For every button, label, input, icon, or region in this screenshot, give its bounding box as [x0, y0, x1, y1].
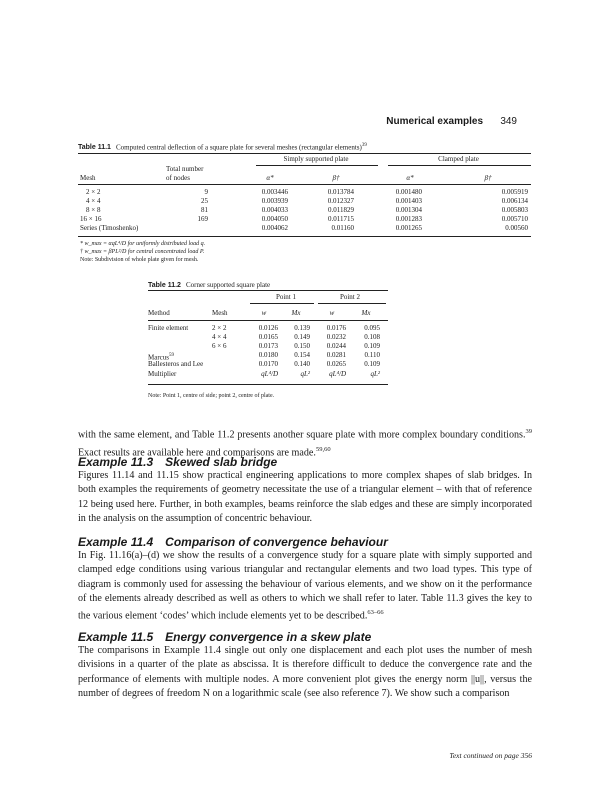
table2-cell-mx1: qL² — [300, 370, 310, 378]
table2-cell-w2: 0.0281 — [326, 351, 346, 359]
table2-cell-w2: 0.0232 — [326, 333, 346, 341]
table1-head-rule — [78, 184, 531, 185]
table2-cell-mesh: 6 × 6 — [212, 342, 227, 350]
page-number: 349 — [500, 116, 517, 127]
running-title: Numerical examples — [386, 116, 483, 127]
table1-cell-beta-ss: 0.012327 — [327, 197, 354, 205]
table1-cell-alpha-ss: 0.003939 — [261, 197, 288, 205]
table1-top-rule — [78, 153, 531, 154]
example-11-5-text: The comparisons in Example 11.4 single out only one displacement and each plot uses the number of mesh divisions in a quarter of the plate as abscissa. It is therefore difficult to deduce the convergence rate and the performance of elements with multiple nodes. A more convenient plot gives the energy norm ||u||, versus the number of degrees of freedom N on a logarithmic scale (see also reference 7). We show such a comparison — [78, 645, 532, 699]
table2-caption-text: Corner supported square plate — [185, 281, 271, 289]
table1-note-1: * w_max = αqL⁴/D for uniformly distributed load q. — [80, 241, 206, 247]
table1-cell-nodes: 25 — [201, 197, 208, 205]
table1-group-simply: Simply supported plate — [283, 155, 349, 163]
example-11-4-body: In Fig. 11.16(a)–(d) we show the results of a convergence study for a square plate with simply supported and clamped edge conditions using various triangular and rectangular elements and two load types. This type of diagram is commonly used for assessing the behaviour of various elements, and we show on it the performance of the elements already described as well as others to which we shall refer to later. Table 11.3 gives the key to the various element ‘codes’ which include elements yet to be described. — [78, 550, 532, 622]
table1-col-beta-2: β† — [484, 174, 492, 182]
table1-cell-nodes: 9 — [204, 188, 208, 196]
table1-cell-beta-ss: 0.011829 — [328, 206, 354, 214]
example-11-4-title: Comparison of convergence behaviour — [165, 535, 388, 549]
table2-cell-method: Multiplier — [148, 370, 177, 378]
table2-col-w2: w — [329, 309, 335, 317]
example-11-3-title: Skewed slab bridge — [165, 455, 278, 469]
table2-cell-w1: qL⁴/D — [261, 370, 278, 378]
table2-head-rule — [148, 320, 388, 321]
example-11-5-number: Example 11.5 — [78, 630, 154, 644]
table1-col-beta-1: β† — [332, 174, 340, 182]
table1-cell-alpha-ss: 0.004062 — [261, 224, 288, 232]
example-11-4-ref: 63–66 — [367, 609, 384, 617]
example-11-5-title: Energy convergence in a skew plate — [165, 630, 372, 644]
table1-cell-mesh: 8 × 8 — [86, 206, 101, 214]
table1-group-rule-clamped — [388, 165, 531, 166]
table1-cell-beta-ss: 0.01160 — [331, 224, 354, 232]
continued-note: Text continued on page 356 — [449, 751, 532, 760]
intro-ref-2: 59,60 — [315, 445, 331, 453]
table2-cell-w2: 0.0265 — [326, 360, 346, 368]
table2-cell-mx1: 0.150 — [294, 342, 310, 350]
table2-cell-w2: qL⁴/D — [329, 370, 346, 378]
table2-note: Note: Point 1, centre of side; point 2, centre of plate. — [148, 393, 275, 399]
table1-cell-beta-cl: 0.00560 — [505, 224, 528, 232]
example-11-4-number: Example 11.4 — [78, 535, 154, 549]
table1-cell-beta-ss: 0.011715 — [328, 215, 354, 223]
table2-label: Table 11.2 — [148, 282, 181, 289]
table2-col-mx2: Mx — [361, 309, 371, 317]
table1-cell-nodes: 169 — [197, 215, 208, 223]
table2-top-rule — [148, 290, 388, 291]
table2-cell-mx2: 0.095 — [364, 324, 380, 332]
table2-cell-mx1: 0.140 — [294, 360, 310, 368]
table1-note-2: † w_max = βPL²/D for central concentrated load P. — [80, 249, 205, 255]
table1-col-nodes-1: Total number — [166, 165, 204, 173]
table2-group-rule-p2 — [318, 303, 386, 304]
table1-col-alpha-2: α* — [406, 174, 414, 182]
table1-cell-mesh: 4 × 4 — [86, 197, 101, 205]
table2-cell-w1: 0.0126 — [258, 324, 278, 332]
table1-cell-beta-cl: 0.005919 — [501, 188, 528, 196]
table1-cell-alpha-ss: 0.003446 — [261, 188, 288, 196]
example-11-3-heading — [78, 455, 277, 469]
table1-caption-ref: 39 — [361, 143, 367, 148]
table1-cell-nodes: 81 — [201, 206, 208, 214]
table2-cell-w2: 0.0244 — [326, 342, 346, 350]
table2-cell-mx2: 0.108 — [364, 333, 380, 341]
table2-method-ref: 59 — [169, 353, 174, 358]
table1-col-nodes-2: of nodes — [166, 174, 190, 182]
table2-col-method: Method — [148, 309, 170, 317]
table1-cell-mesh: 16 × 16 — [80, 215, 102, 223]
table2-cell-method: Finite element — [148, 324, 189, 332]
table2-cell-mx2: 0.109 — [364, 360, 380, 368]
table1-cell-alpha-cl: 0.001403 — [395, 197, 422, 205]
table1-col-alpha-1: α* — [266, 174, 274, 182]
example-11-3-text: Figures 11.14 and 11.15 show practical engineering applications to more complex shapes of slab bridges. In both examples the requirements of geometry necessitate the use of a triangular element – with that of reference 12 being used here. Further, in both examples, beams reinforce the slab edges and these are simply incorporated in the analysis on the assumption of concentric behaviour. — [78, 470, 532, 524]
table1-cell-mesh: 2 × 2 — [86, 188, 101, 196]
table1-col-mesh: Mesh — [80, 174, 96, 182]
table2-cell-w2: 0.0176 — [326, 324, 346, 332]
table2-method-text: Marcus — [148, 353, 169, 362]
example-11-5-heading — [78, 630, 371, 644]
table2-cell-mesh: 4 × 4 — [212, 333, 227, 341]
table1-cell-alpha-cl: 0.001283 — [395, 215, 422, 223]
table1-cell-alpha-ss: 0.004050 — [261, 215, 288, 223]
intro-text-b: Exact results are available here and comparisons are made. — [78, 447, 316, 459]
table1-cell-beta-cl: 0.005710 — [501, 215, 528, 223]
table2-cell-mesh: 2 × 2 — [212, 324, 227, 332]
table1-group-clamped: Clamped plate — [438, 155, 479, 163]
table2-group-rule-p1 — [250, 303, 314, 304]
table2-cell-w1: 0.0173 — [258, 342, 278, 350]
table1-group-rule-simply — [256, 165, 378, 166]
table1-note-3: Note: Subdivision of whole plate given for mesh. — [80, 257, 199, 263]
example-11-4-text — [78, 549, 532, 624]
intro-ref-1: 39 — [525, 428, 532, 435]
table2-cell-mx2: 0.110 — [364, 351, 380, 359]
table2-cell-mx1: 0.139 — [294, 324, 310, 332]
table2-cell-mx2: qL² — [370, 370, 380, 378]
table1-cell-mesh: Series (Timoshenko) — [80, 224, 139, 232]
table1-cell-beta-cl: 0.005803 — [501, 206, 528, 214]
table2-col-mesh: Mesh — [212, 309, 228, 317]
table1-caption — [78, 143, 367, 151]
table1-cell-alpha-cl: 0.001480 — [395, 188, 422, 196]
table2-col-mx1: Mx — [291, 309, 301, 317]
table1-cell-beta-ss: 0.013784 — [327, 188, 354, 196]
table2-group-point1: Point 1 — [275, 293, 297, 301]
table1-cell-alpha-ss: 0.004033 — [261, 206, 288, 214]
example-11-3-number: Example 11.3 — [78, 455, 154, 469]
table2-group-point2: Point 2 — [339, 293, 361, 301]
table2-cell-mx1: 0.149 — [294, 333, 310, 341]
table1-caption-text: Computed central deflection of a square plate for several meshes (rectangular elements) — [115, 143, 362, 152]
table1-cell-beta-cl: 0.006134 — [501, 197, 528, 205]
table1-label: Table 11.1 — [78, 144, 111, 152]
table2-col-w1: w — [261, 309, 267, 317]
intro-text-a: with the same element, and Table 11.2 presents another square plate with more complex boundary conditions. — [78, 429, 526, 441]
table2-cell-mx2: 0.109 — [364, 342, 380, 350]
example-11-4-heading — [78, 535, 388, 549]
table2-caption — [148, 281, 270, 289]
table1-cell-alpha-cl: 0.001304 — [395, 206, 422, 214]
table2-cell-w1: 0.0180 — [258, 351, 278, 359]
table2-bottom-rule — [148, 384, 388, 385]
table1-bottom-rule — [78, 236, 531, 237]
table2-cell-w1: 0.0165 — [258, 333, 278, 341]
table2-cell-mx1: 0.154 — [294, 351, 310, 359]
table1-cell-alpha-cl: 0.001265 — [395, 224, 422, 232]
table2-cell-w1: 0.0170 — [258, 360, 278, 368]
table2-cell-method: Ballesteros and Lee — [148, 360, 204, 368]
